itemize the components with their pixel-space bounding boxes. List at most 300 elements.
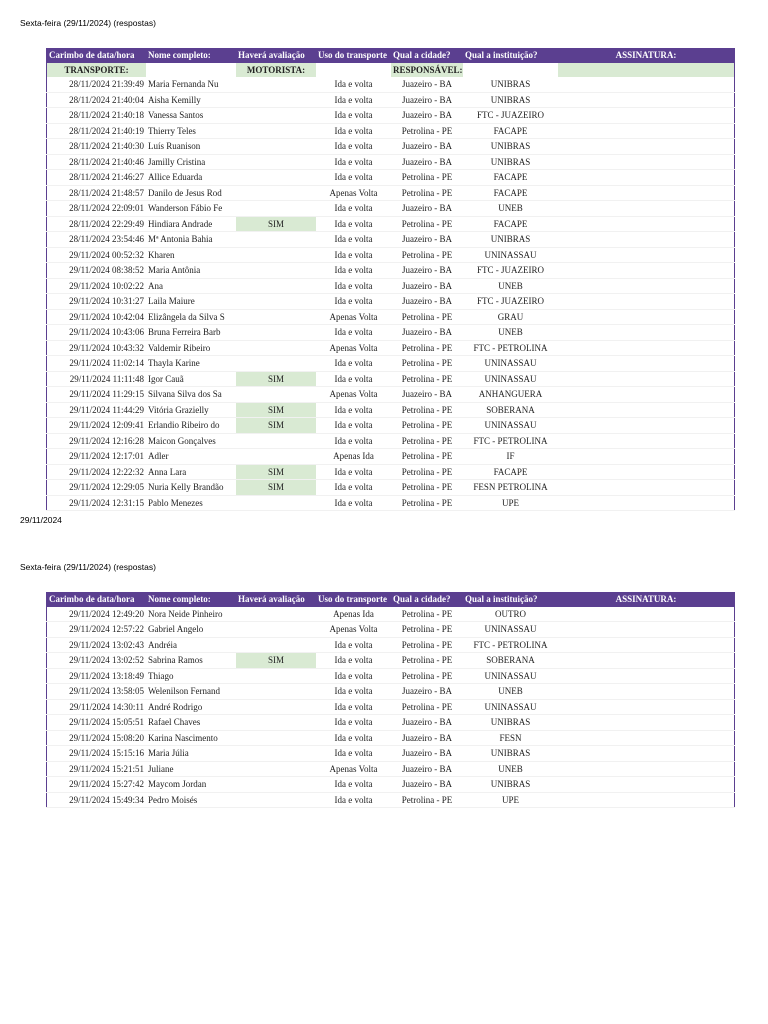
cell-cidade: Petrolina - PE [391,637,463,653]
cell-avaliacao [236,433,316,449]
cell-instituicao: FACAPE [463,216,558,232]
cell-transporte: Ida e volta [316,294,391,310]
table-row [47,418,735,434]
cell-instituicao: IF [463,449,558,465]
col-header-avaliacao: Haverá avaliação [236,592,316,607]
cell-timestamp: 29/11/2024 12:16:28 [47,433,147,449]
cell-timestamp: 29/11/2024 12:57:22 [47,622,147,638]
cell-name: Karina Nascimento [146,730,236,746]
cell-instituicao: FACAPE [463,170,558,186]
cell-assinatura [558,715,735,731]
cell-assinatura [558,309,735,325]
cell-cidade: Juazeiro - BA [391,278,463,294]
table-row [47,668,735,684]
cell-name: Maria Fernanda Nu [146,77,236,92]
cell-assinatura [558,170,735,186]
table-row [47,371,735,387]
cell-transporte: Ida e volta [316,278,391,294]
cell-name: Maria Antônia [146,263,236,279]
cell-instituicao: UNINASSAU [463,371,558,387]
cell-avaliacao: SIM [236,480,316,496]
cell-name: Andréia [146,637,236,653]
table-row [47,77,735,92]
cell-timestamp: 29/11/2024 14:30:11 [47,699,147,715]
cell-instituicao: FACAPE [463,185,558,201]
cell-cidade: Petrolina - PE [391,433,463,449]
table-row [47,340,735,356]
cell-avaliacao [236,495,316,511]
cell-avaliacao [236,792,316,808]
cell-transporte: Ida e volta [316,699,391,715]
label-motorista: MOTORISTA: [236,63,316,78]
cell-assinatura [558,232,735,248]
cell-instituicao: UPE [463,792,558,808]
cell-transporte: Ida e volta [316,325,391,341]
cell-timestamp: 28/11/2024 21:40:46 [47,154,147,170]
page-title-1: Sexta-feira (29/11/2024) (respostas) [20,18,156,28]
cell-timestamp: 29/11/2024 08:38:52 [47,263,147,279]
cell-avaliacao: SIM [236,371,316,387]
cell-cidade: Juazeiro - BA [391,325,463,341]
cell-timestamp: 29/11/2024 15:08:20 [47,730,147,746]
cell-avaliacao [236,684,316,700]
table-row [47,247,735,263]
cell-timestamp: 29/11/2024 15:49:34 [47,792,147,808]
cell-cidade: Juazeiro - BA [391,263,463,279]
table-row [47,201,735,217]
cell-avaliacao [236,449,316,465]
cell-avaliacao [236,123,316,139]
cell-transporte: Ida e volta [316,480,391,496]
cell-name: Maycom Jordan [146,777,236,793]
cell-transporte: Ida e volta [316,123,391,139]
cell-cidade: Petrolina - PE [391,309,463,325]
table-row [47,185,735,201]
cell-name: Danilo de Jesus Rod [146,185,236,201]
cell-transporte: Ida e volta [316,263,391,279]
table-row [47,653,735,669]
cell-avaliacao [236,247,316,263]
cell-transporte: Ida e volta [316,356,391,372]
table-row [47,761,735,777]
cell-instituicao: FTC - PETROLINA [463,340,558,356]
cell-instituicao: UNIBRAS [463,232,558,248]
table-row [47,746,735,762]
cell-name: Aisha Kemilly [146,92,236,108]
cell-cidade: Petrolina - PE [391,668,463,684]
table-row [47,170,735,186]
cell-transporte: Apenas Volta [316,387,391,403]
cell-instituicao: SOBERANA [463,653,558,669]
col-header-assinatura: ASSINATURA: [558,48,735,63]
cell-cidade: Petrolina - PE [391,402,463,418]
table-row [47,154,735,170]
cell-instituicao: ANHANGUERA [463,387,558,403]
col-header-instituicao: Qual a instituição? [463,48,558,63]
cell-name: Adler [146,449,236,465]
col-header-assinatura: ASSINATURA: [558,592,735,607]
cell-name: Jamilly Cristina [146,154,236,170]
cell-name: Valdemir Ribeiro [146,340,236,356]
cell-transporte: Ida e volta [316,792,391,808]
cell-name: Silvana Silva dos Sa [146,387,236,403]
cell-instituicao: UNIBRAS [463,715,558,731]
cell-timestamp: 28/11/2024 22:29:49 [47,216,147,232]
cell-avaliacao [236,92,316,108]
cell-timestamp: 29/11/2024 00:52:32 [47,247,147,263]
cell-avaliacao: SIM [236,464,316,480]
table-body-2 [47,607,735,808]
cell-avaliacao: SIM [236,402,316,418]
cell-transporte: Ida e volta [316,154,391,170]
cell-assinatura [558,92,735,108]
table-row [47,402,735,418]
cell-assinatura [558,356,735,372]
label-transporte: TRANSPORTE: [47,63,147,78]
cell-cidade: Petrolina - PE [391,607,463,622]
cell-instituicao: FTC - JUAZEIRO [463,108,558,124]
cell-instituicao: FTC - PETROLINA [463,637,558,653]
table-row [47,294,735,310]
cell-cidade: Juazeiro - BA [391,232,463,248]
cell-cidade: Petrolina - PE [391,185,463,201]
cell-timestamp: 29/11/2024 10:42:04 [47,309,147,325]
col-header-timestamp: Carimbo de data/hora [47,592,147,607]
cell-assinatura [558,325,735,341]
table-row [47,449,735,465]
cell-assinatura [558,294,735,310]
cell-transporte: Ida e volta [316,433,391,449]
cell-cidade: Petrolina - PE [391,653,463,669]
table-header-row [47,48,735,63]
cell-instituicao: OUTRO [463,607,558,622]
cell-avaliacao [236,715,316,731]
cell-timestamp: 29/11/2024 10:43:06 [47,325,147,341]
cell-transporte: Ida e volta [316,668,391,684]
table-row [47,637,735,653]
cell-assinatura [558,387,735,403]
cell-transporte: Ida e volta [316,371,391,387]
cell-timestamp: 28/11/2024 23:54:46 [47,232,147,248]
cell-name: Bruna Ferreira Barb [146,325,236,341]
cell-assinatura [558,340,735,356]
cell-assinatura [558,371,735,387]
cell-assinatura [558,263,735,279]
table-row [47,684,735,700]
cell-transporte: Apenas Ida [316,607,391,622]
cell-transporte: Ida e volta [316,637,391,653]
cell-transporte: Ida e volta [316,139,391,155]
cell-name: Pablo Menezes [146,495,236,511]
cell-timestamp: 29/11/2024 13:58:05 [47,684,147,700]
table-row [47,699,735,715]
cell-cidade: Petrolina - PE [391,464,463,480]
col-header-name: Nome completo: [146,592,236,607]
cell-transporte: Ida e volta [316,746,391,762]
cell-assinatura [558,449,735,465]
cell-avaliacao [236,232,316,248]
signature-field [558,63,735,78]
cell-name: Mª Antonia Bahia [146,232,236,248]
cell-assinatura [558,402,735,418]
table-row [47,278,735,294]
cell-instituicao: UNINASSAU [463,668,558,684]
cell-assinatura [558,637,735,653]
cell-cidade: Juazeiro - BA [391,201,463,217]
cell-name: Allice Eduarda [146,170,236,186]
date-label: 29/11/2024 [20,515,62,525]
cell-cidade: Juazeiro - BA [391,154,463,170]
col-header-name: Nome completo: [146,48,236,63]
cell-name: Pedro Moisés [146,792,236,808]
responses-table-1 [46,48,735,511]
cell-timestamp: 29/11/2024 15:15:16 [47,746,147,762]
cell-cidade: Juazeiro - BA [391,777,463,793]
cell-name: Anna Lara [146,464,236,480]
cell-cidade: Petrolina - PE [391,216,463,232]
cell-timestamp: 29/11/2024 13:18:49 [47,668,147,684]
cell-transporte: Ida e volta [316,777,391,793]
cell-transporte: Ida e volta [316,232,391,248]
cell-cidade: Juazeiro - BA [391,77,463,92]
cell-transporte: Apenas Volta [316,340,391,356]
cell-transporte: Ida e volta [316,247,391,263]
cell-name: Thayla Karine [146,356,236,372]
table-row [47,715,735,731]
cell-cidade: Juazeiro - BA [391,92,463,108]
cell-name: Elizângela da Silva S [146,309,236,325]
table-header-row [47,592,735,607]
cell-assinatura [558,464,735,480]
label-responsavel: RESPONSÁVEL: [391,63,463,78]
cell-instituicao: FACAPE [463,123,558,139]
cell-assinatura [558,730,735,746]
cell-timestamp: 29/11/2024 12:22:32 [47,464,147,480]
table-row [47,480,735,496]
cell-assinatura [558,761,735,777]
cell-instituicao: GRAU [463,309,558,325]
cell-avaliacao [236,607,316,622]
cell-name: Juliane [146,761,236,777]
cell-assinatura [558,216,735,232]
cell-avaliacao [236,699,316,715]
cell-instituicao: FTC - PETROLINA [463,433,558,449]
cell-transporte: Ida e volta [316,201,391,217]
cell-instituicao: UNIBRAS [463,92,558,108]
cell-name: Wanderson Fábio Fe [146,201,236,217]
cell-cidade: Juazeiro - BA [391,684,463,700]
table-row [47,792,735,808]
cell-avaliacao: SIM [236,418,316,434]
cell-transporte: Apenas Volta [316,309,391,325]
cell-transporte: Ida e volta [316,402,391,418]
table-row [47,139,735,155]
table-row [47,356,735,372]
cell-assinatura [558,185,735,201]
cell-instituicao: UNIBRAS [463,77,558,92]
cell-name: Sabrina Ramos [146,653,236,669]
cell-timestamp: 29/11/2024 13:02:52 [47,653,147,669]
cell-instituicao: UNINASSAU [463,622,558,638]
col-header-cidade: Qual a cidade? [391,48,463,63]
table-row [47,464,735,480]
cell-timestamp: 28/11/2024 21:40:04 [47,92,147,108]
cell-timestamp: 29/11/2024 12:29:05 [47,480,147,496]
cell-assinatura [558,201,735,217]
table-row [47,607,735,622]
cell-cidade: Juazeiro - BA [391,730,463,746]
cell-cidade: Petrolina - PE [391,170,463,186]
table-row [47,387,735,403]
cell-transporte: Ida e volta [316,464,391,480]
cell-avaliacao [236,170,316,186]
cell-cidade: Juazeiro - BA [391,715,463,731]
cell-transporte: Ida e volta [316,77,391,92]
cell-assinatura [558,418,735,434]
cell-cidade: Petrolina - PE [391,371,463,387]
table-row [47,309,735,325]
page-title-2: Sexta-feira (29/11/2024) (respostas) [20,562,156,572]
cell-instituicao: UNIBRAS [463,777,558,793]
cell-transporte: Apenas Ida [316,449,391,465]
cell-avaliacao: SIM [236,216,316,232]
col-header-cidade: Qual a cidade? [391,592,463,607]
cell-avaliacao: SIM [236,653,316,669]
cell-name: Welenilson Fernand [146,684,236,700]
cell-assinatura [558,278,735,294]
cell-timestamp: 28/11/2024 21:48:57 [47,185,147,201]
cell-timestamp: 29/11/2024 11:02:14 [47,356,147,372]
cell-avaliacao [236,340,316,356]
cell-timestamp: 28/11/2024 21:46:27 [47,170,147,186]
cell-instituicao: UNEB [463,684,558,700]
cell-timestamp: 29/11/2024 12:09:41 [47,418,147,434]
cell-cidade: Petrolina - PE [391,792,463,808]
table-row [47,433,735,449]
cell-assinatura [558,668,735,684]
cell-assinatura [558,108,735,124]
cell-transporte: Apenas Volta [316,185,391,201]
cell-assinatura [558,746,735,762]
table-row [47,730,735,746]
cell-cidade: Juazeiro - BA [391,387,463,403]
cell-assinatura [558,607,735,622]
cell-transporte: Ida e volta [316,108,391,124]
table-row [47,216,735,232]
cell-instituicao: UNEB [463,278,558,294]
cell-cidade: Petrolina - PE [391,480,463,496]
cell-avaliacao [236,668,316,684]
cell-instituicao: FTC - JUAZEIRO [463,263,558,279]
cell-avaliacao [236,139,316,155]
cell-instituicao: UNEB [463,325,558,341]
cell-transporte: Apenas Volta [316,761,391,777]
table-row [47,92,735,108]
cell-instituicao: UNINASSAU [463,356,558,372]
cell-cidade: Juazeiro - BA [391,761,463,777]
col-header-transporte: Uso do transporte [316,48,391,63]
cell-name: Maria Júlia [146,746,236,762]
cell-cidade: Petrolina - PE [391,247,463,263]
cell-avaliacao [236,294,316,310]
table-row [47,123,735,139]
cell-name: Thiago [146,668,236,684]
cell-transporte: Ida e volta [316,730,391,746]
cell-transporte: Ida e volta [316,495,391,511]
cell-timestamp: 29/11/2024 10:43:32 [47,340,147,356]
cell-timestamp: 28/11/2024 22:09:01 [47,201,147,217]
cell-transporte: Apenas Volta [316,622,391,638]
cell-instituicao: UNIBRAS [463,746,558,762]
cell-avaliacao [236,309,316,325]
cell-name: Vitória Grazielly [146,402,236,418]
cell-cidade: Petrolina - PE [391,449,463,465]
cell-name: André Rodrigo [146,699,236,715]
cell-avaliacao [236,761,316,777]
cell-timestamp: 29/11/2024 15:21:51 [47,761,147,777]
cell-timestamp: 29/11/2024 12:49:20 [47,607,147,622]
cell-timestamp: 28/11/2024 21:40:19 [47,123,147,139]
col-header-instituicao: Qual a instituição? [463,592,558,607]
cell-instituicao: UNEB [463,201,558,217]
cell-timestamp: 28/11/2024 21:40:30 [47,139,147,155]
cell-instituicao: FESN PETROLINA [463,480,558,496]
cell-assinatura [558,495,735,511]
cell-name: Gabriel Angelo [146,622,236,638]
cell-name: Vanessa Santos [146,108,236,124]
cell-assinatura [558,653,735,669]
cell-name: Erlandio Ribeiro do [146,418,236,434]
cell-transporte: Ida e volta [316,170,391,186]
table-row [47,777,735,793]
cell-name: Nora Neide Pinheiro [146,607,236,622]
cell-transporte: Ida e volta [316,216,391,232]
cell-name: Ana [146,278,236,294]
cell-avaliacao [236,108,316,124]
cell-name: Thierry Teles [146,123,236,139]
cell-name: Nuria Kelly Brandão [146,480,236,496]
cell-timestamp: 29/11/2024 15:27:42 [47,777,147,793]
cell-assinatura [558,777,735,793]
cell-name: Laila Maiure [146,294,236,310]
cell-instituicao: UNINASSAU [463,418,558,434]
cell-avaliacao [236,622,316,638]
cell-instituicao: UNINASSAU [463,247,558,263]
cell-assinatura [558,77,735,92]
cell-assinatura [558,247,735,263]
cell-avaliacao [236,185,316,201]
cell-timestamp: 29/11/2024 10:02:22 [47,278,147,294]
responses-table-2 [46,592,735,808]
cell-instituicao: FESN [463,730,558,746]
cell-timestamp: 29/11/2024 12:31:15 [47,495,147,511]
cell-avaliacao [236,263,316,279]
cell-assinatura [558,792,735,808]
cell-cidade: Juazeiro - BA [391,108,463,124]
cell-name: Kharen [146,247,236,263]
table-row [47,622,735,638]
cell-instituicao: UNEB [463,761,558,777]
cell-avaliacao [236,325,316,341]
cell-cidade: Juazeiro - BA [391,139,463,155]
cell-instituicao: SOBERANA [463,402,558,418]
cell-avaliacao [236,777,316,793]
table-row [47,263,735,279]
cell-timestamp: 29/11/2024 11:44:29 [47,402,147,418]
cell-assinatura [558,433,735,449]
cell-cidade: Petrolina - PE [391,495,463,511]
cell-cidade: Petrolina - PE [391,699,463,715]
